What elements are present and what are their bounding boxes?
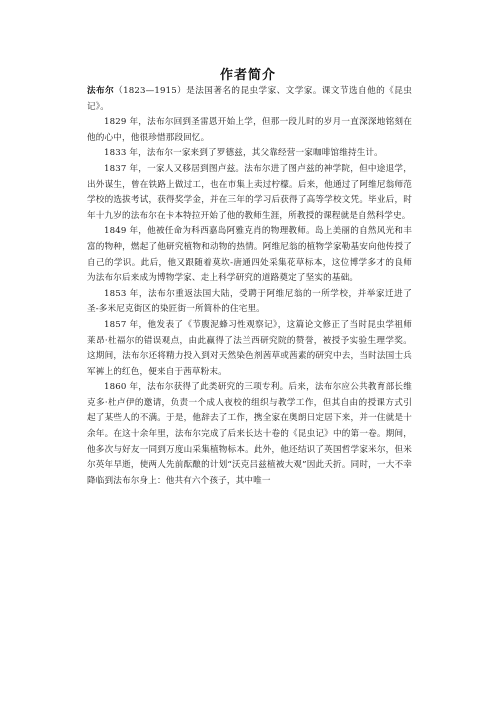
document-body — [87, 84, 412, 489]
intro-text: （1823—1915）是法国著名的昆虫学家、文学家。课文节选自他的《昆虫记》。 — [87, 86, 412, 112]
author-name: 法布尔 — [87, 86, 115, 96]
paragraph-1853: 1853 年，法布尔重返法国大陆，受聘于阿维尼翁的一所学校，并举家迁进了圣-多米尼克街区的染匠街一所简朴的住宅里。 — [87, 288, 412, 315]
paragraph-1860: 1860 年，法布尔获得了此类研究的三项专利。后来，法布尔应公共教育部长维克多·杜卢伊的邀请，负责一个成人夜校的组织与教学工作，但其自由的授课方式引起了某些人的不满。于是，他辞去了工作，携全家在奥朗日定居下来，并一住就是十余年。在这十余年里，法布尔完成了后来长达十卷的《昆虫记》中的第一卷。期间，他多次与好友一同到万度山采集植物标本。此外，他还结识了英国哲学家米尔，但米尔英年早逝，使两人先前酝酿的计划“沃克吕兹植被大观”因此夭折。同时，一大不幸降临到法布尔身上：他共有六个孩子，其中唯一 — [87, 382, 412, 486]
paragraph-1849: 1849 年，他被任命为科西嘉岛阿雅克肖的物理教师。岛上美丽的自然风光和丰富的物种，燃起了他研究植物和动物的热情。阿维尼翁的植物学家勒基安向他传授了自己的学识。此后，他又跟随着莫坎-唐通四处采集花草标本，这位博学多才的良师为法布尔后来成为博物学家、走上科学研究的道路奠定了坚实的基础。 — [87, 226, 412, 284]
paragraph-1857: 1857 年，他发表了《节腹泥蜂习性观察记》，这篇论文修正了当时昆虫学祖师莱昂·杜福尔的错误观点，由此赢得了法兰西研究院的赞誉，被授予实验生理学奖。这期间，法布尔还将精力投入到对天然染色剂茜草或茜素的研究中去，当时法国士兵军裤上的红色，便来自于茜草粉末。 — [87, 319, 412, 377]
paragraph-1833: 1833 年，法布尔一家来到了罗德兹，其父靠经营一家咖啡馆维持生计。 — [104, 148, 383, 159]
document-title: 作者简介 — [219, 68, 276, 83]
paragraph-1829: 1829 年，法布尔回到圣雷恩开始上学，但那一段儿时的岁月一直深深地铭刻在他的心中，他很珍惜那段回忆。 — [87, 117, 412, 143]
intro-paragraph — [87, 84, 412, 115]
paragraph-1837: 1837 年，一家人又移居到图卢兹。法布尔进了图卢兹的神学院，但中途退学，出外谋生，曾在铁路上做过工，也在市集上卖过柠檬。后来，他通过了阿维尼翁师范学校的选拔考试，获得奖学金，并在三年的学习后获得了高等学校文凭。毕业后，时年十九岁的法布尔在卡本特拉开始了他的教师生涯，所教授的课程就是自然科学史。 — [87, 163, 412, 221]
